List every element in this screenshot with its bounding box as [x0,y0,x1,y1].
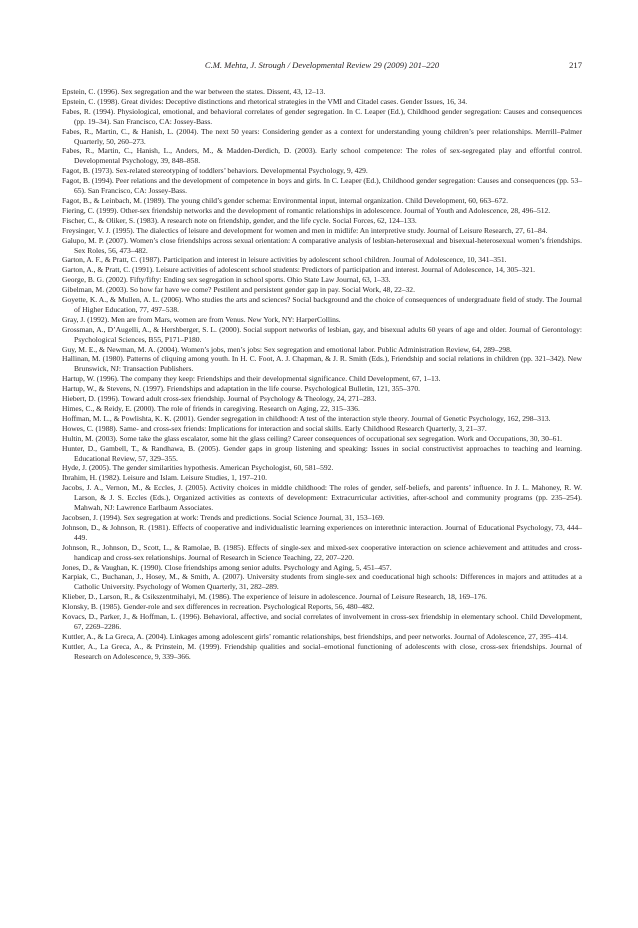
reference-entry: Gibelman, M. (2003). So how far have we come? Pestilent and persistent gender gap in pay. Social Work, 48, 22–32. [62,285,415,295]
reference-entry: Klieber, D., Larson, R., & Csikszentmihalyi, M. (1986). The experience of leisure in adolescence. Journal of Leisure Research, 18, 169–176. [62,592,487,602]
reference-entry: Gray, J. (1992). Men are from Mars, women are from Venus. New York, NY: HarperCollins. [62,314,341,324]
reference-entry: Fischer, C., & Oliker, S. (1983). A research note on friendship, gender, and the life cycle. Social Forces, 62, 124–133. [62,215,417,225]
reference-entry: Garton, A. F., & Pratt, C. (1987). Participation and interest in leisure activities by adolescent school children. Journal of Adolescence, 10, 341–351. [62,255,507,265]
reference-entry: Epstein, C. (1996). Sex segregation and the war between the states. Dissent, 43, 12–13. [62,87,326,96]
reference-entry: Guy, M. E., & Newman, M. A. (2004). Women’s jobs, men’s jobs: Sex segregation and emotional labor. Public Administration Review, 64, 289–298. [62,344,512,354]
reference-entry: Ibrahim, H. (1982). Leisure and Islam. Leisure Studies, 1, 197–210. [62,473,267,483]
reference-entry: Klonsky, B. (1985). Gender-role and sex differences in recreation. Psychological Reports, 56, 480–482. [62,602,375,612]
reference-entry: Fabes, R., Martin, C., & Hanish, L. (2004). The next 50 years: Considering gender as a context for understanding young children’s peer relationships. Merrill–Palmer Quarterly, 50, 260–273. [62,126,582,146]
reference-entry: Jones, D., & Vaughan, K. (1990). Close friendships among senior adults. Psychology and Aging, 5, 451–457. [62,562,392,572]
reference-entry: Fagot, B. (1973). Sex-related stereotyping of toddlers’ behaviors. Developmental Psychology, 9, 429. [62,166,368,176]
reference-entry: Freysinger, V. J. (1995). The dialectics of leisure and development for women and men in midlife: An interpretive study. Journal of Leisure Research, 27, 61–84. [62,225,548,235]
reference-entry: Kuttler, A., & La Greca, A. (2004). Linkages among adolescent girls’ romantic relationships, best friendships, and peer networks. Journal of Adolescence, 27, 395–414. [62,631,568,641]
reference-entry: Hyde, J. (2005). The gender similarities hypothesis. American Psychologist, 60, 581–592. [62,463,334,473]
reference-entry: Fabes, R. (1994). Physiological, emotional, and behavioral correlates of gender segregation. In C. Leaper (Ed.), Childhood gender segregation: Causes and consequences (pp. 19–34). San Francisco, CA: Jossey-Bass. [62,106,582,126]
reference-entry: Galupo, M. P. (2007). Women’s close friendships across sexual orientation: A comparative analysis of lesbian-heterosexual and bisexual-heterosexual women’s friendships. Sex Roles, 56, 473–482. [62,235,582,255]
reference-entry: Fabes, R., Martin, C., Hanish, L., Anders, M., & Madden-Derdich, D. (2003). Early school competence: The roles of sex-segregated play and effortful control. Developmental Psychology, 39, 848–858. [62,146,582,166]
reference-entry: Jacobs, J. A., Vernon, M., & Eccles, J. (2005). Activity choices in middle childhood: The roles of gender, self-beliefs, and parents’ influence. In J. L. Mahoney, R. W. Larson, & J. S. Eccles (Eds.), Organized activities as contexts of development: Extracurricular activities, after-school and community programs (pp. 235–254). Mahwah, NJ: Lawrence Earlbaum Associates. [62,483,582,513]
reference-entry: Kuttler, A., La Greca, A., & Prinstein, M. (1999). Friendship qualities and social–emotional functioning of adolescents with close, cross-sex friendships. Journal of Research on Adolescence, 9, 339–366. [62,641,582,661]
reference-entry: Kovacs, D., Parker, J., & Hoffman, L. (1996). Behavioral, affective, and social correlates of involvement in cross-sex friendship in elementary school. Child Development, 67, 2269–2286. [62,612,582,631]
reference-entry: Hunter, D., Gambell, T., & Randhawa, B. (2005). Gender gaps in group listening and speaking: Issues in social constructivist approaches to teaching and learning. Educational Review, 57, 329–355. [62,443,582,463]
reference-entry: Grossman, A., D’Augelli, A., & Hershberger, S. L. (2000). Social support networks of lesbian, gay, and bisexual adults 60 years of age and older. Journal of Gerontology: Psychological Sciences, B55, P171–P180. [62,324,582,344]
reference-entry: Himes, C., & Reidy, E. (2000). The role of friends in caregiving. Research on Aging, 22, 315–336. [62,404,360,413]
reference-entry: Garton, A., & Pratt, C. (1991). Leisure activities of adolescent school students: Predictors of participation and interest. Journal of Adolescence, 14, 305–321. [62,265,536,275]
running-header [62,60,582,74]
reference-entry: Johnson, D., & Johnson, R. (1981). Effects of cooperative and individualistic learning experiences on interethnic interaction. Journal of Educational Psychology, 73, 444–449. [62,522,582,542]
reference-entry: Epstein, C. (1998). Great divides: Deceptive distinctions and rhetorical strategies in the VMI and Citadel cases. Gender Issues, 16, 34. [62,96,468,106]
reference-entry: Hiebert, D. (1996). Toward adult cross-sex friendship. Journal of Psychology & Theology, 24, 271–283. [62,394,377,404]
reference-entry: Hallinan, M. (1980). Patterns of cliquing among youth. In H. C. Foot, A. J. Chapman, & J. R. Smith (Eds.), Friendship and social relations in children (pp. 321–342). New Brunswick, NJ: Transaction Publishers. [62,354,582,374]
reference-entry: Fagot, B., & Leinbach, M. (1989). The young child’s gender schema: Environmental input, internal organization. Child Development, 60, 663–672. [62,195,508,205]
reference-entry: Johnson, R., Johnson, D., Scott, L., & Ramolae, B. (1985). Effects of single-sex and mixed-sex cooperative interaction on science achievement and attitudes and cross-handicap and cross-sex relationships. Journal of Research in Science Teaching, 22, 207–220. [62,542,582,562]
reference-entry: Hultin, M. (2003). Some take the glass escalator, some hit the glass ceiling? Career consequences of occupational sex segregation. Work and Occupations, 30, 30–61. [62,433,563,443]
reference-entry: Hartup, W. (1996). The company they keep: Friendships and their developmental significance. Child Development, 67, 1–13. [62,374,441,384]
reference-entry: Jacobsen, J. (1994). Sex segregation at work: Trends and predictions. Social Science Journal, 31, 153–169. [62,512,385,522]
running-head: C.M. Mehta, J. Strough / Developmental Review 29 (2009) 201–220 [204,60,440,70]
page-number: 217 [569,60,582,70]
reference-entry: Hartup, W., & Stevens, N. (1997). Friendships and adaptation in the life course. Psychological Bulletin, 121, 355–370. [62,384,421,394]
reference-entry: Howes, C. (1988). Same- and cross-sex friends: Implications for interaction and social skills. Early Childhood Research Quarterly, 3, 21–37. [62,423,487,433]
reference-list [62,87,582,662]
reference-entry: Goyette, K. A., & Mullen, A. L. (2006). Who studies the arts and sciences? Social background and the choice of consequences of undergraduate field of study. The Journal of Higher Education, 77, 497–538. [62,295,582,314]
reference-entry: Karpiak, C., Buchanan, J., Hosey, M., & Smith, A. (2007). University students from single-sex and coeducational high schools: Differences in majors and attitudes at a Catholic University. Psychology of Women Quarterly, 31, 282–289. [62,572,582,592]
reference-entry: Fiering, C. (1999). Other-sex friendship networks and the development of romantic relationships in adolescence. Journal of Youth and Adolescence, 28, 496–512. [62,205,551,215]
reference-entry: Fagot, B. (1994). Peer relations and the development of competence in boys and girls. In C. Leaper (Ed.), Childhood gender segregation: Causes and consequences (pp. 53–65). San Francisco, CA: Jossey-Bass. [62,176,582,196]
reference-entry: George, B. G. (2002). Fifty/fifty: Ending sex segregation in school sports. Ohio State Law Journal, 63, 1–33. [62,275,391,285]
reference-entry: Hoffman, M. L., & Powlishta, K. K. (2001). Gender segregation in childhood: A test of the interaction style theory. Journal of Genetic Psychology, 162, 298–313. [62,413,551,423]
